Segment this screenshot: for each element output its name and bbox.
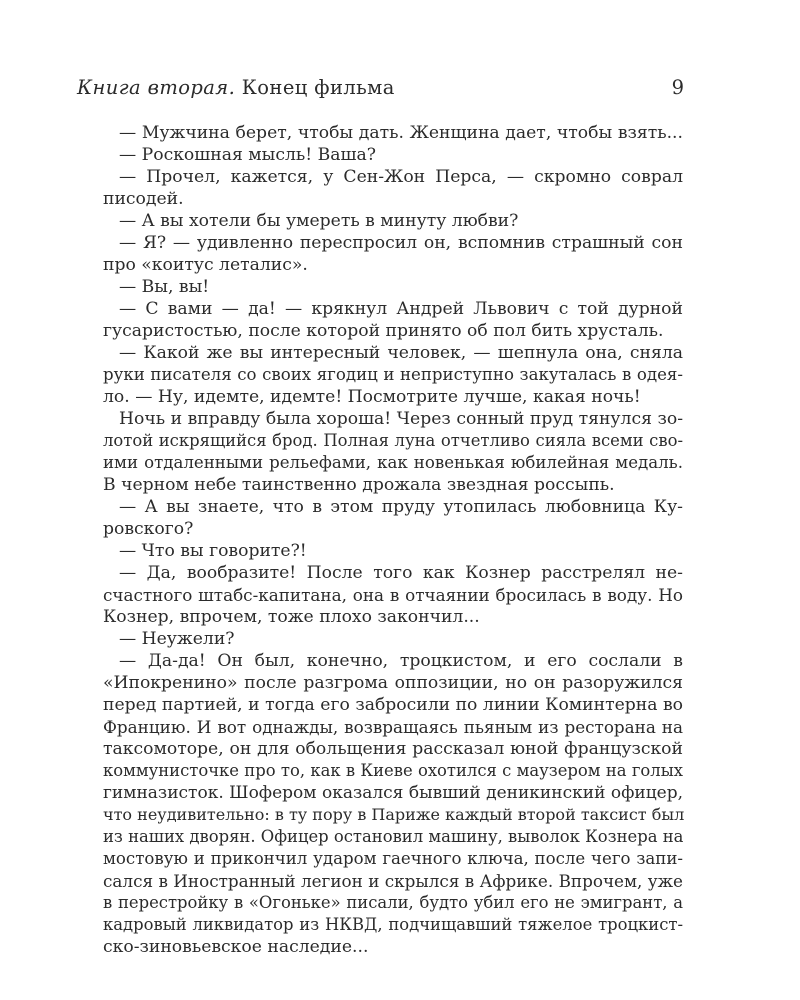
running-head (77, 76, 395, 99)
text-line: В черном небе таинственно дрожала звездная россыпь. (103, 475, 615, 495)
text-line: что неудивительно: в ту пору в Париже каждый второй таксист был (103, 805, 685, 824)
text-line: мостовую и прикончил ударом гаечного ключа, после чего запи- (103, 849, 683, 868)
chapter-title: Конец фильма (241, 76, 395, 99)
text-line: — Вы, вы! (119, 277, 210, 297)
text-line: — Что вы говорите?! (119, 541, 307, 561)
text-line: про «коитус леталис». (103, 255, 308, 275)
text-line: ими отдаленными рельефами, как новенькая юбилейная медаль. (103, 453, 683, 472)
text-line: руки писателя со своих ягодиц и неприступно закуталась в одея- (103, 365, 683, 384)
text-line: таксомоторе, он для обольщения рассказал юной французской (103, 739, 683, 759)
text-line: — Какой же вы интересный человек, — шепнула она, сняла (119, 343, 683, 363)
text-line: — А вы знаете, что в этом пруду утопилась любовница Ку- (119, 497, 683, 517)
page-number: 9 (671, 76, 684, 99)
text-line: — А вы хотели бы умереть в минуту любви? (119, 211, 519, 231)
text-line: сался в Иностранный легион и скрылся в Африке. Впрочем, уже (103, 871, 683, 891)
text-line: Францию. И вот однажды, возвращаясь пьяным из ресторана на (103, 717, 683, 737)
text-line: — Я? — удивленно переспросил он, вспомнив страшный сон (119, 233, 683, 253)
text-line: из наших дворян. Офицер остановил машину, выволок Кознера на (103, 827, 684, 846)
text-line: коммунисточке про то, как в Киеве охотился с маузером на голых (103, 761, 683, 780)
text-line: счастного штабс-капитана, она в отчаянии бросилась в воду. Но (103, 585, 683, 605)
text-line: перед партией, и тогда его забросили по линии Коминтерна во (103, 695, 683, 715)
text-line: — Роскошная мысль! Ваша? (119, 145, 376, 165)
text-line: гусаристостью, после которой принято об пол бить хрусталь. (103, 321, 664, 341)
text-line: ровского? (103, 519, 194, 539)
text-line: писодей. (103, 189, 184, 209)
text-line: «Ипокренино» после разгрома оппозиции, но он разоружился (103, 673, 683, 693)
book-title: Книга вторая. (77, 76, 236, 99)
text-line: в перестройку в «Огоньке» писали, будто убил его не эмигрант, а (103, 893, 683, 912)
text-line: — Неужели? (119, 629, 235, 649)
text-line: — С вами — да! — крякнул Андрей Львович с той дурной (119, 299, 683, 319)
text-line: гимназисток. Шофером оказался бывший деникинский офицер, (103, 783, 683, 803)
text-line: Ночь и вправду была хороша! Через сонный пруд тянулся зо- (119, 409, 683, 429)
text-line: Кознер, впрочем, тоже плохо закончил... (103, 607, 480, 627)
text-line: — Да, вообразите! После того как Кознер расстрелял не- (119, 563, 683, 583)
text-line: — Мужчина берет, чтобы дать. Женщина дает, чтобы взять... (119, 123, 683, 143)
text-line: лотой искрящийся брод. Полная луна отчетливо сияла всеми сво- (103, 431, 683, 450)
text-line: ско-зиновьевское наследие... (103, 937, 369, 957)
text-line: ло. — Ну, идемте, идемте! Посмотрите лучше, какая ночь! (103, 387, 641, 407)
text-line: кадровый ликвидатор из НКВД, подчищавший тяжелое троцкист- (103, 915, 683, 934)
text-line: — Да-да! Он был, конечно, троцкистом, и его сослали в (119, 651, 683, 671)
text-line: — Прочел, кажется, у Сен-Жон Перса, — скромно соврал (119, 167, 683, 187)
